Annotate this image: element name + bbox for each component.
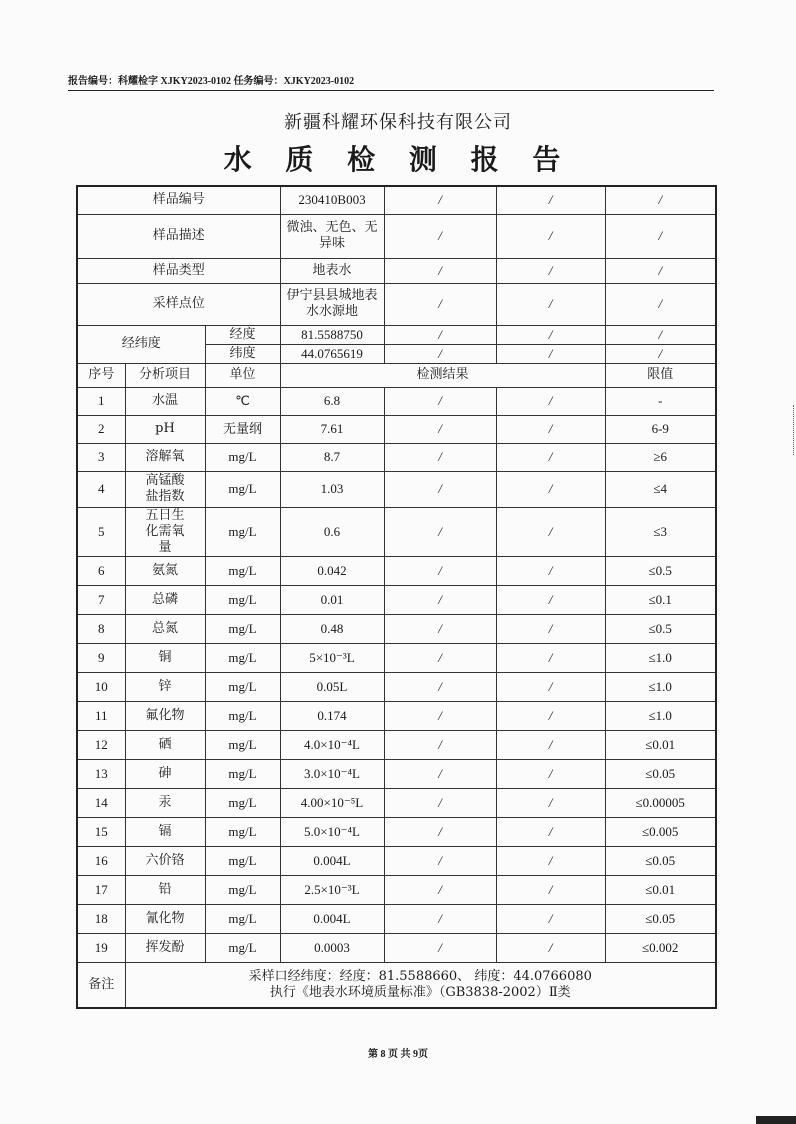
result-cell: / — [496, 904, 605, 933]
remarks-content — [125, 962, 716, 1008]
seq-cell: 1 — [77, 387, 125, 415]
scan-corner-mark — [756, 1116, 796, 1124]
item-cell: 硒 — [125, 730, 205, 759]
item-cell: 铅 — [125, 875, 205, 904]
report-header-line — [68, 72, 714, 91]
result-cell: / — [384, 701, 496, 730]
limit-cell: ≤0.005 — [605, 817, 716, 846]
result-cell: / — [384, 817, 496, 846]
column-header-limit: 限值 — [605, 363, 716, 387]
limit-cell: ≤1.0 — [605, 672, 716, 701]
result-cell: 0.0003 — [280, 933, 384, 962]
result-cell: 8.7 — [280, 443, 384, 471]
seq-cell: 9 — [77, 643, 125, 672]
limit-cell: ≤1.0 — [605, 643, 716, 672]
result-cell: / — [384, 788, 496, 817]
result-cell: 7.61 — [280, 415, 384, 443]
unit-cell: mg/L — [205, 875, 280, 904]
result-cell: / — [384, 846, 496, 875]
result-cell: / — [496, 643, 605, 672]
unit-cell: mg/L — [205, 643, 280, 672]
result-cell: / — [384, 759, 496, 788]
seq-cell: 14 — [77, 788, 125, 817]
result-cell: 0.48 — [280, 614, 384, 643]
limit-cell: ≤4 — [605, 471, 716, 507]
task-number: XJKY2023-0102 — [283, 76, 355, 87]
item-cell: 总磷 — [125, 585, 205, 614]
result-cell: / — [496, 585, 605, 614]
latitude-value: / — [605, 344, 716, 363]
sample-description-value: / — [384, 214, 496, 258]
unit-cell: mg/L — [205, 701, 280, 730]
unit-cell: mg/L — [205, 759, 280, 788]
column-header-unit: 单位 — [205, 363, 280, 387]
limit-cell: ≤0.5 — [605, 614, 716, 643]
item-cell: 氟化物 — [125, 701, 205, 730]
coordinates-label: 经纬度 — [77, 325, 205, 363]
result-cell: 5.0×10⁻⁴L — [280, 817, 384, 846]
report-number-label: 报告编号： — [68, 76, 118, 87]
result-cell: / — [496, 672, 605, 701]
result-cell: / — [496, 614, 605, 643]
unit-cell: mg/L — [205, 585, 280, 614]
sampling-site-value: / — [605, 283, 716, 325]
result-cell: / — [496, 701, 605, 730]
unit-cell: mg/L — [205, 730, 280, 759]
seq-cell: 16 — [77, 846, 125, 875]
result-cell: / — [496, 817, 605, 846]
longitude-row — [77, 325, 716, 344]
sample-description-value: / — [496, 214, 605, 258]
table-row — [77, 415, 716, 443]
result-cell: / — [496, 507, 605, 556]
seq-cell: 13 — [77, 759, 125, 788]
unit-cell: mg/L — [205, 788, 280, 817]
result-cell: 4.00×10⁻⁵L — [280, 788, 384, 817]
seq-cell: 15 — [77, 817, 125, 846]
sample-description-value: / — [605, 214, 716, 258]
unit-cell: mg/L — [205, 933, 280, 962]
limit-cell: ≤0.01 — [605, 875, 716, 904]
remarks-coordinates: 采样口经纬度：经度：81.5588660、 纬度：44.0766080 — [248, 968, 592, 984]
result-cell: / — [496, 933, 605, 962]
sample-id-value: / — [384, 186, 496, 214]
sample-id-label: 样品编号 — [77, 186, 280, 214]
latitude-label: 纬度 — [205, 344, 280, 363]
result-cell: 0.05L — [280, 672, 384, 701]
limit-cell: ≥6 — [605, 443, 716, 471]
table-row — [77, 817, 716, 846]
table-row — [77, 614, 716, 643]
longitude-value: / — [496, 325, 605, 344]
result-cell: 0.004L — [280, 846, 384, 875]
item-cell: 五日生化需氧量 — [125, 507, 205, 556]
remarks-row — [77, 962, 716, 1008]
result-cell: / — [384, 904, 496, 933]
item-cell: pH — [125, 415, 205, 443]
unit-cell: ℃ — [205, 387, 280, 415]
result-cell: / — [384, 556, 496, 585]
result-cell: 4.0×10⁻⁴L — [280, 730, 384, 759]
result-cell: / — [384, 933, 496, 962]
item-cell: 水温 — [125, 387, 205, 415]
unit-cell: mg/L — [205, 817, 280, 846]
result-cell: / — [384, 585, 496, 614]
sample-id-value: / — [496, 186, 605, 214]
remarks-standard: 执行《地表水环境质量标准》（GB3838-2002）Ⅱ类 — [269, 984, 571, 1000]
item-cell: 氰化物 — [125, 904, 205, 933]
remarks-label: 备注 — [77, 962, 125, 1008]
table-row — [77, 875, 716, 904]
table-row — [77, 643, 716, 672]
column-header-result: 检测结果 — [280, 363, 605, 387]
unit-cell: mg/L — [205, 904, 280, 933]
table-row — [77, 387, 716, 415]
seq-cell: 18 — [77, 904, 125, 933]
result-cell: 0.6 — [280, 507, 384, 556]
sampling-site-value: / — [496, 283, 605, 325]
table-row — [77, 507, 716, 556]
result-cell: / — [384, 730, 496, 759]
sample-description-row — [77, 214, 716, 258]
report-title: 水 质 检 测 报 告 — [223, 143, 573, 176]
table-row — [77, 585, 716, 614]
table-row — [77, 730, 716, 759]
unit-cell: mg/L — [205, 846, 280, 875]
limit-cell: ≤0.05 — [605, 846, 716, 875]
result-cell: / — [384, 643, 496, 672]
seq-cell: 7 — [77, 585, 125, 614]
seq-cell: 12 — [77, 730, 125, 759]
result-cell: 6.8 — [280, 387, 384, 415]
seq-cell: 11 — [77, 701, 125, 730]
table-row — [77, 904, 716, 933]
table-row — [77, 788, 716, 817]
sample-type-value: / — [496, 258, 605, 283]
result-cell: / — [384, 875, 496, 904]
table-row — [77, 759, 716, 788]
unit-cell: 无量纲 — [205, 415, 280, 443]
seq-cell: 6 — [77, 556, 125, 585]
unit-cell: mg/L — [205, 507, 280, 556]
item-cell: 高锰酸盐指数 — [125, 471, 205, 507]
item-cell: 氨氮 — [125, 556, 205, 585]
unit-cell: mg/L — [205, 443, 280, 471]
company-name: 新疆科耀环保科技有限公司 — [284, 112, 512, 133]
result-cell: 0.042 — [280, 556, 384, 585]
result-cell: / — [384, 614, 496, 643]
limit-cell: ≤1.0 — [605, 701, 716, 730]
seq-cell: 17 — [77, 875, 125, 904]
result-cell: 0.01 — [280, 585, 384, 614]
table-row — [77, 443, 716, 471]
sample-type-value: 地表水 — [280, 258, 384, 283]
item-cell: 总氮 — [125, 614, 205, 643]
result-cell: / — [496, 415, 605, 443]
result-cell: 0.004L — [280, 904, 384, 933]
sample-description-label: 样品描述 — [77, 214, 280, 258]
limit-cell: ≤0.5 — [605, 556, 716, 585]
scan-edge-mark — [785, 405, 794, 455]
result-cell: / — [496, 387, 605, 415]
water-quality-table — [76, 185, 717, 1009]
item-cell: 砷 — [125, 759, 205, 788]
item-cell: 挥发酚 — [125, 933, 205, 962]
result-cell: / — [496, 875, 605, 904]
limit-cell: ≤0.05 — [605, 759, 716, 788]
limit-cell: ≤0.05 — [605, 904, 716, 933]
page-footer: 第 8 页 共 9页 — [368, 1049, 428, 1060]
table-row — [77, 701, 716, 730]
task-number-label: 任务编号： — [233, 76, 284, 87]
sampling-site-row — [77, 283, 716, 325]
limit-cell: ≤0.01 — [605, 730, 716, 759]
table-row — [77, 846, 716, 875]
item-cell: 锌 — [125, 672, 205, 701]
result-cell: / — [384, 471, 496, 507]
sample-description-value: 微浊、无色、无异味 — [280, 214, 384, 258]
item-cell: 六价铬 — [125, 846, 205, 875]
seq-cell: 8 — [77, 614, 125, 643]
table-row — [77, 471, 716, 507]
latitude-value: / — [496, 344, 605, 363]
limit-cell: - — [605, 387, 716, 415]
seq-cell: 5 — [77, 507, 125, 556]
seq-cell: 2 — [77, 415, 125, 443]
sampling-site-value: / — [384, 283, 496, 325]
result-cell: / — [496, 471, 605, 507]
result-cell: 1.03 — [280, 471, 384, 507]
column-header-seq: 序号 — [77, 363, 125, 387]
result-cell: / — [496, 759, 605, 788]
table-row — [77, 556, 716, 585]
result-cell: / — [384, 387, 496, 415]
result-cell: 5×10⁻³L — [280, 643, 384, 672]
item-cell: 铜 — [125, 643, 205, 672]
column-header-row — [77, 363, 716, 387]
item-cell: 溶解氧 — [125, 443, 205, 471]
longitude-value: / — [605, 325, 716, 344]
latitude-value: 44.0765619 — [280, 344, 384, 363]
result-cell: / — [496, 846, 605, 875]
seq-cell: 10 — [77, 672, 125, 701]
result-cell: / — [384, 507, 496, 556]
result-cell: 0.174 — [280, 701, 384, 730]
latitude-value: / — [384, 344, 496, 363]
limit-cell: ≤3 — [605, 507, 716, 556]
result-cell: 2.5×10⁻³L — [280, 875, 384, 904]
sample-type-row — [77, 258, 716, 283]
sampling-site-label: 采样点位 — [77, 283, 280, 325]
limit-cell: ≤0.00005 — [605, 788, 716, 817]
result-cell: / — [384, 672, 496, 701]
sample-id-row — [77, 186, 716, 214]
sample-id-value: 230410B003 — [280, 186, 384, 214]
item-cell: 汞 — [125, 788, 205, 817]
seq-cell: 4 — [77, 471, 125, 507]
sampling-site-value: 伊宁县县城地表水水源地 — [280, 283, 384, 325]
unit-cell: mg/L — [205, 471, 280, 507]
sample-type-value: / — [605, 258, 716, 283]
longitude-value: / — [384, 325, 496, 344]
unit-cell: mg/L — [205, 556, 280, 585]
result-cell: / — [496, 556, 605, 585]
result-cell: / — [384, 443, 496, 471]
limit-cell: 6-9 — [605, 415, 716, 443]
result-cell: 3.0×10⁻⁴L — [280, 759, 384, 788]
unit-cell: mg/L — [205, 672, 280, 701]
limit-cell: ≤0.002 — [605, 933, 716, 962]
longitude-label: 经度 — [205, 325, 280, 344]
table-row — [77, 933, 716, 962]
item-cell: 镉 — [125, 817, 205, 846]
column-header-item: 分析项目 — [125, 363, 205, 387]
result-cell: / — [384, 415, 496, 443]
table-row — [77, 672, 716, 701]
limit-cell: ≤0.1 — [605, 585, 716, 614]
result-cell: / — [496, 730, 605, 759]
result-cell: / — [496, 443, 605, 471]
report-number: 科耀检字 XJKY2023-0102 — [118, 76, 232, 87]
result-cell: / — [496, 788, 605, 817]
unit-cell: mg/L — [205, 614, 280, 643]
seq-cell: 3 — [77, 443, 125, 471]
sample-id-value: / — [605, 186, 716, 214]
sample-type-label: 样品类型 — [77, 258, 280, 283]
longitude-value: 81.5588750 — [280, 325, 384, 344]
sample-type-value: / — [384, 258, 496, 283]
seq-cell: 19 — [77, 933, 125, 962]
